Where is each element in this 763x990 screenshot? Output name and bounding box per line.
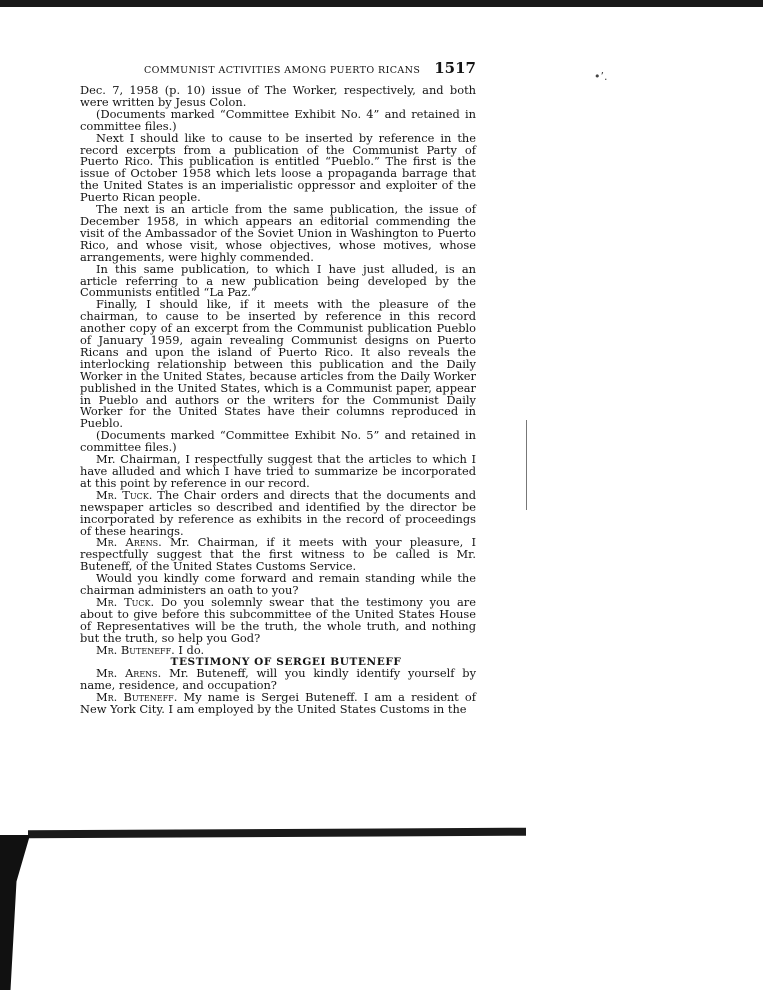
paragraph: Next I should like to cause to be inserted by reference in the record excerpts from a publication of the Communist Party of Puerto Rico. This publication is entitled “Pueblo.” The first is the issue of October 1958 which lets loose a propaganda barrage that the United States is an imperialistic oppressor and exploiter of the Puerto Rican people. — [80, 130, 476, 205]
speech-text: My name is Sergei Buteneff. I am a resident of New York City. I am employed by the United States Customs in the — [80, 690, 477, 717]
speech-text: I do. — [178, 642, 205, 657]
paragraph: The next is an article from the same publication, the issue of December 1958, in which appears an editorial commending the visit of the Ambassador of the Soviet Union in Washington to Puerto Rico, and whose visit, whose objectives, whose motives, whose arrangements, were highly commended. — [80, 202, 476, 264]
speaker-name: Mr. Tuck. — [96, 594, 155, 609]
page-header — [80, 58, 476, 80]
paragraph: Dec. 7, 1958 (p. 10) issue of The Worker, respectively, and both were written by Jesus Colon. — [80, 83, 476, 109]
page-number: 1517 — [434, 59, 476, 77]
section-heading: TESTIMONY OF SERGEI BUTENEFF — [170, 655, 402, 668]
scan-bottom-bar — [28, 828, 526, 839]
speech-text: The Chair orders and directs that the documents and newspaper articles so described and identified by the director be incorporated by reference as exhibits in the record of proceedings of these hearings. — [80, 487, 476, 538]
speech-paragraph — [80, 487, 476, 538]
paragraph: Mr. Chairman, I respectfully suggest that the articles to which I have alluded and which I have tried to summarize be incorporated at this point by reference in our record. — [80, 452, 476, 490]
running-head: COMMUNIST ACTIVITIES AMONG PUERTO RICANS — [144, 65, 421, 76]
speech-paragraph — [80, 537, 476, 573]
speech-paragraph — [80, 668, 476, 692]
document-note: (Documents marked “Committee Exhibit No. 4” and retained in committee files.) — [80, 106, 476, 133]
speech-paragraph — [80, 692, 476, 716]
speaker-name: Mr. Tuck. — [96, 487, 153, 502]
paragraph: In this same publication, to which I have just alluded, is an article referring to a new publication being developed by the Communists entitled “La Paz.” — [80, 261, 476, 300]
speaker-name: Mr. Buteneff. — [96, 690, 178, 705]
speech-paragraph — [80, 594, 476, 645]
page-body — [80, 85, 476, 716]
speaker-name: Mr. Arens. — [96, 666, 162, 681]
corner-marks: •ʼ. — [594, 70, 608, 83]
speaker-name: Mr. Buteneff. — [96, 642, 175, 657]
paragraph: Finally, I should like, if it meets with the pleasure of the chairman, to cause to be inserted by reference in this record another copy of an excerpt from the Communist publication Pueblo of January 1959, again revealing Communist designs on Puerto Ricans and upon the island of Puerto Rico. It also reveals the interlocking relationship between this publication and the Daily Worker in the United States, because articles from the Daily Worker published in the United States, which is a Communist paper, appear in Pueblo and authors or the writers for the Communist Daily Worker for the United States have their columns reproduced in Pueblo. — [80, 297, 476, 431]
margin-mark — [526, 420, 527, 510]
scan-left-edge — [0, 835, 30, 990]
document-note: (Documents marked “Committee Exhibit No. 5” and retained in committee files.) — [80, 428, 476, 455]
speech-text: Mr. Chairman, if it meets with your pleasure, I respectfully suggest that the first witness to be called is Mr. Buteneff, of the United States Customs Service. — [80, 535, 477, 574]
paragraph: Would you kindly come forward and remain standing while the chairman administers an oath to you? — [80, 571, 476, 598]
speech-text: Do you solemnly swear that the testimony you are about to give before this subcommittee of the United States House of Representatives will be the truth, the whole truth, and nothing but the truth, so help you God? — [80, 594, 476, 645]
speech-text: Mr. Buteneff, will you kindly identify yourself by name, residence, and occupation? — [80, 666, 477, 693]
speech-paragraph — [80, 642, 476, 657]
scan-top-border — [0, 0, 763, 7]
speaker-name: Mr. Arens. — [96, 535, 162, 550]
